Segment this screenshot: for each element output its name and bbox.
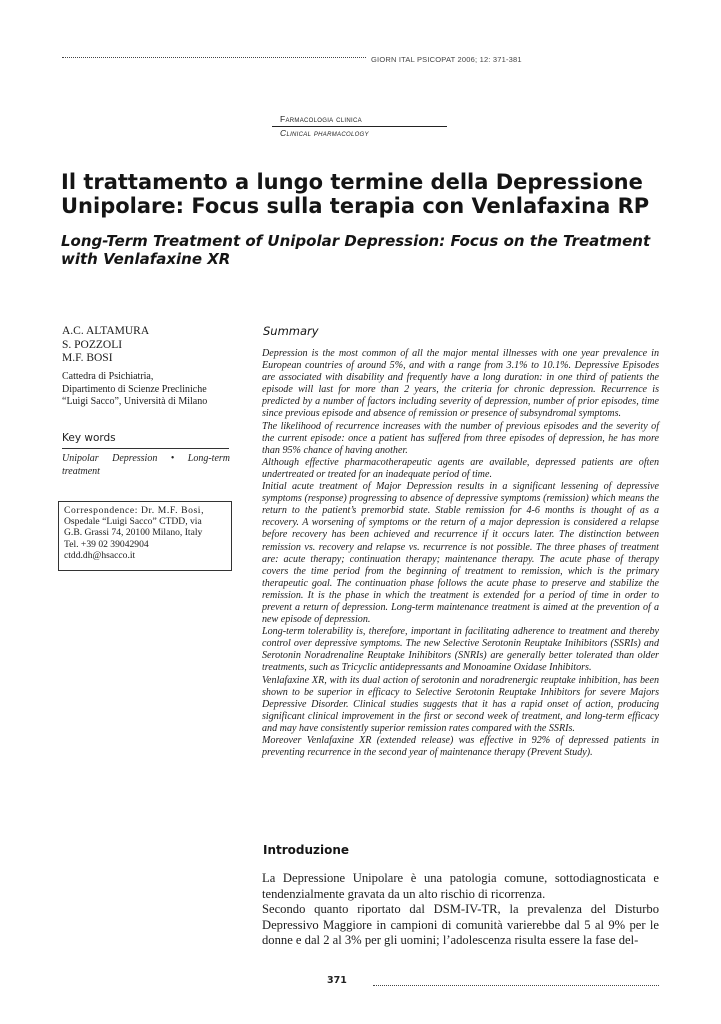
summary-body [262, 348, 659, 759]
summary-paragraph: Initial acute treatment of Major Depression results in a significant lessening of depressive symptoms (response) progressing to absence of depressive symptoms (remission) which means the return to the patient’s premorbid state. Stable remission for 4-6 months is thought of as a recovery. A worsening of symptoms or the return of a major depression is considered a relapse before recovery has been achieved and recurrence if it occurs later. The distinction between remission vs. recovery and relapse vs. recurrence is not possible. The three phases of treatment are: acute therapy; continuation therapy; maintenance therapy. The acute phase of therapy covers the time period from the beginning of treatment to remission, which is the primary therapeutic goal. The continuation phase follows the acute phase to preserve and stabilize the remission. It is the phase in which the treatment is extended for a period of time in order to prevent a return of depression. Long-term maintenance treatment is aimed at the prevention of a new episode of depression. [262, 481, 659, 626]
affiliation-line: Dipartimento di Scienze Precliniche [62, 383, 207, 395]
summary-paragraph: The likelihood of recurrence increases with the number of previous episodes and the severity of the current episode: once a patient has suffered from three episodes of depression, he has more than 95% chance of having another. [262, 420, 659, 456]
author: M.F. BOSI [62, 352, 113, 364]
article-title-italian: Il trattamento a lungo termine della Depressione Unipolare: Focus sulla terapia con Venlafaxina RP [61, 170, 650, 218]
keywords-divider [62, 448, 229, 449]
summary-paragraph: Venlafaxine XR, with its dual action of serotonin and noradrenergic reuptake inhibition, has been shown to be superior in efficacy to Selective Serotonin Reuptake Inhibitors for severe Majors Depressive Disorder. Clinical studies suggests that it has a rapid onset of action, producing significant clinical improvement in the first or second week of treatment, and long-term efficacy and may have consistently superior remission rates compared with the SSRIs. [262, 674, 659, 734]
introduction-body [262, 871, 659, 949]
introduction-paragraph: La Depressione Unipolare è una patologia comune, sottodiagnosticata e tendenzialmente gravata da un alto rischio di ricorrenza. [262, 871, 659, 901]
section-divider [272, 126, 447, 127]
journal-reference: GIORN ITAL PSICOPAT 2006; 12: 371-381 [371, 55, 522, 64]
author-list [62, 325, 149, 366]
affiliation [62, 371, 242, 409]
author: A.C. ALTAMURA [62, 325, 150, 337]
correspondence-line: G.B. Grassi 74, 20100 Milano, Italy [64, 527, 203, 539]
affiliation-line: Cattedra di Psichiatria, [62, 371, 154, 382]
summary-paragraph: Depression is the most common of all the major mental illnesses with one year prevalence in European countries of around 5%, and with a range from 3.1% to 10.1%. Depressive Episodes are associated with disability and frequently have a long duration: in one third of patients the episode will last for more than 2 years, the criteria for chronic depression. Recurrence is predicted by a number of factors including severity of depression, number of prior episodes, time since previous episode and absence of remission or presence of subsyndromal symptoms. [262, 348, 659, 420]
article-title-english: Long-Term Treatment of Unipolar Depression: Focus on the Treatment with Venlafaxine XR [61, 232, 651, 268]
footer-rule-right [373, 985, 659, 986]
summary-heading: Summary [263, 324, 319, 338]
page-number: 371 [327, 975, 347, 986]
section-label-italian: Farmacologia clinica [280, 114, 362, 124]
section-label-english: Clinical pharmacology [280, 128, 369, 138]
correspondence-email[interactable]: ctdd.dh@hsacco.it [64, 549, 136, 561]
correspondence-line: Ospedale “Luigi Sacco” CTDD, via [64, 516, 202, 528]
summary-paragraph: Long-term tolerability is, therefore, important in facilitating adherence to treatment and thereby control over depressive symptoms. The new Selective Serotonin Reuptake Inihibitors (SSRIs) and Serotonin Noradrenaline Reuptake Inihibitors (SNRIs) are generally better tolerated than older treatments, such as Tricyclic antidepressants and Monoamine Oxidase Inhibitors. [262, 626, 659, 674]
affiliation-line: “Luigi Sacco”, Università di Milano [62, 396, 208, 407]
header-rule-left [62, 57, 366, 58]
author: S. POZZOLI [62, 338, 123, 351]
introduction-heading: Introduzione [263, 843, 350, 857]
summary-paragraph: Moreover Venlafaxine XR (extended release) was effective in 92% of depressed patients in preventing recurrence in the second year of maintenance therapy (Prevent Study). [262, 735, 659, 759]
summary-paragraph: Although effective pharmacotherapeutic agents are available, depressed patients are often undertreated or treated for an inadequate period of time. [262, 456, 659, 480]
correspondence-box [58, 501, 232, 571]
correspondence-line: Tel. +39 02 39042904 [64, 538, 149, 550]
introduction-paragraph: Secondo quanto riportato dal DSM-IV-TR, la prevalenza del Disturbo Depressivo Maggiore in campioni di comunità varierebbe dal 5 al 9% per le donne e dal 2 al 3% per gli uomini; l’adolescenza risulta essere la fase del- [262, 902, 659, 948]
correspondence-line: Correspondence: Dr. M.F. Bosi, [64, 505, 205, 516]
keywords-heading: Key words [62, 432, 116, 444]
keywords-text: Unipolar Depression • Long-term treatment [62, 453, 230, 477]
